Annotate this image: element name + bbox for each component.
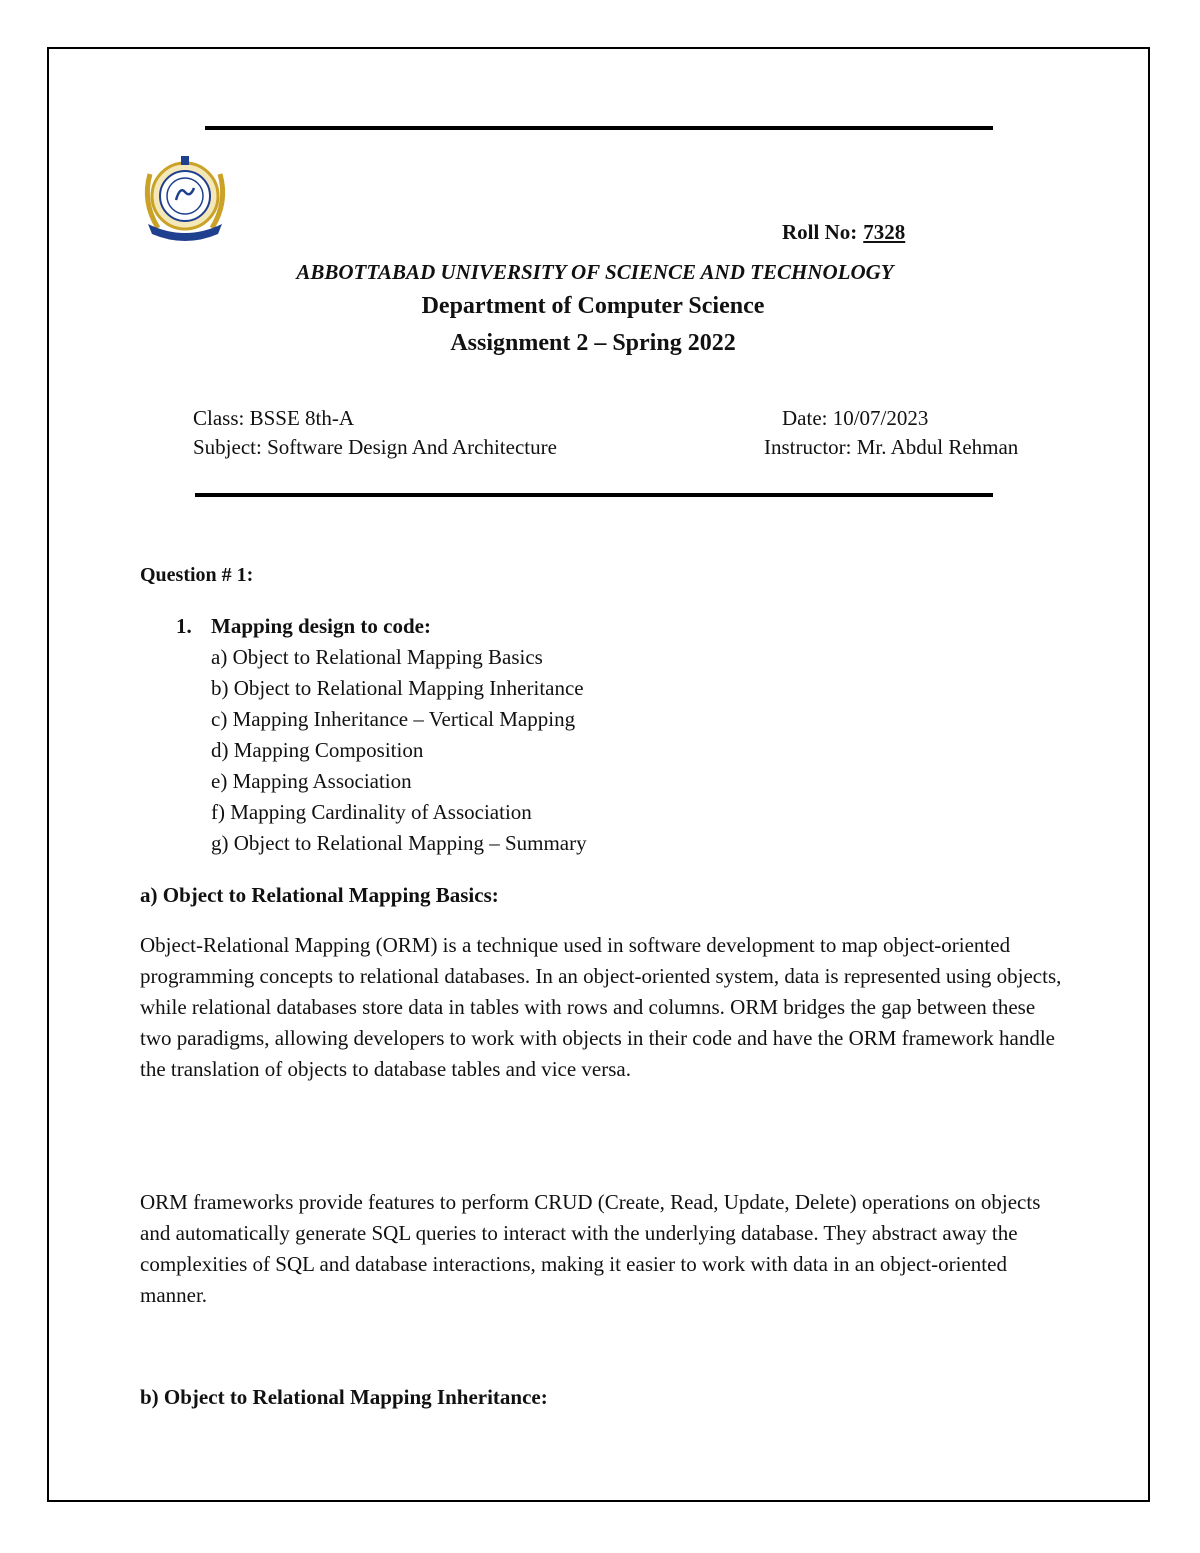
university-name: ABBOTTABAD UNIVERSITY OF SCIENCE AND TECHNOLOGY bbox=[296, 260, 894, 284]
date-info: Date: 10/07/2023 bbox=[782, 406, 929, 430]
list-heading: Mapping design to code: bbox=[211, 614, 431, 638]
list-item: d) Mapping Composition bbox=[211, 738, 424, 762]
list-item: a) Object to Relational Mapping Basics bbox=[211, 645, 543, 669]
section-a-heading: a) Object to Relational Mapping Basics: bbox=[140, 883, 499, 907]
class-info: Class: BSSE 8th-A bbox=[193, 406, 355, 430]
roll-number bbox=[782, 220, 981, 245]
header-bottom-rule bbox=[195, 493, 993, 497]
instructor-info: Instructor: Mr. Abdul Rehman bbox=[764, 435, 1019, 459]
list-number: 1. bbox=[176, 614, 192, 638]
university-seal-logo bbox=[138, 152, 232, 242]
section-a-paragraph-1: Object-Relational Mapping (ORM) is a technique used in software development to map object-oriented programming concepts to relational databases. In an object-oriented system, data is represented using objects, while relational databases store data in tables with rows and columns. ORM bridges the gap between these two paradigms, allowing developers to work with objects in their code and have the ORM framework handle the translation of objects to database tables and vice versa. bbox=[140, 933, 1062, 1081]
department-title: Department of Computer Science bbox=[421, 293, 765, 319]
section-a-paragraph-2: ORM frameworks provide features to perform CRUD (Create, Read, Update, Delete) operations on objects and automatically generate SQL queries to interact with the underlying database. They abstract away the complexities of SQL and database interactions, making it easier to work with data in an object-oriented manner. bbox=[140, 1190, 1041, 1307]
header-top-rule bbox=[205, 126, 993, 130]
subject-info: Subject: Software Design And Architecture bbox=[193, 435, 557, 459]
list-item: b) Object to Relational Mapping Inheritance bbox=[211, 676, 584, 700]
roll-label: Roll No: bbox=[782, 220, 858, 244]
question-title: Question # 1: bbox=[140, 564, 254, 586]
list-item: f) Mapping Cardinality of Association bbox=[211, 800, 532, 824]
section-b-heading: b) Object to Relational Mapping Inheritance: bbox=[140, 1385, 548, 1409]
assignment-title: Assignment 2 – Spring 2022 bbox=[450, 330, 736, 356]
list-item: g) Object to Relational Mapping – Summary bbox=[211, 831, 587, 855]
roll-value: 7328 bbox=[863, 220, 906, 244]
list-item: c) Mapping Inheritance – Vertical Mapping bbox=[211, 707, 576, 731]
list-item: e) Mapping Association bbox=[211, 769, 412, 793]
